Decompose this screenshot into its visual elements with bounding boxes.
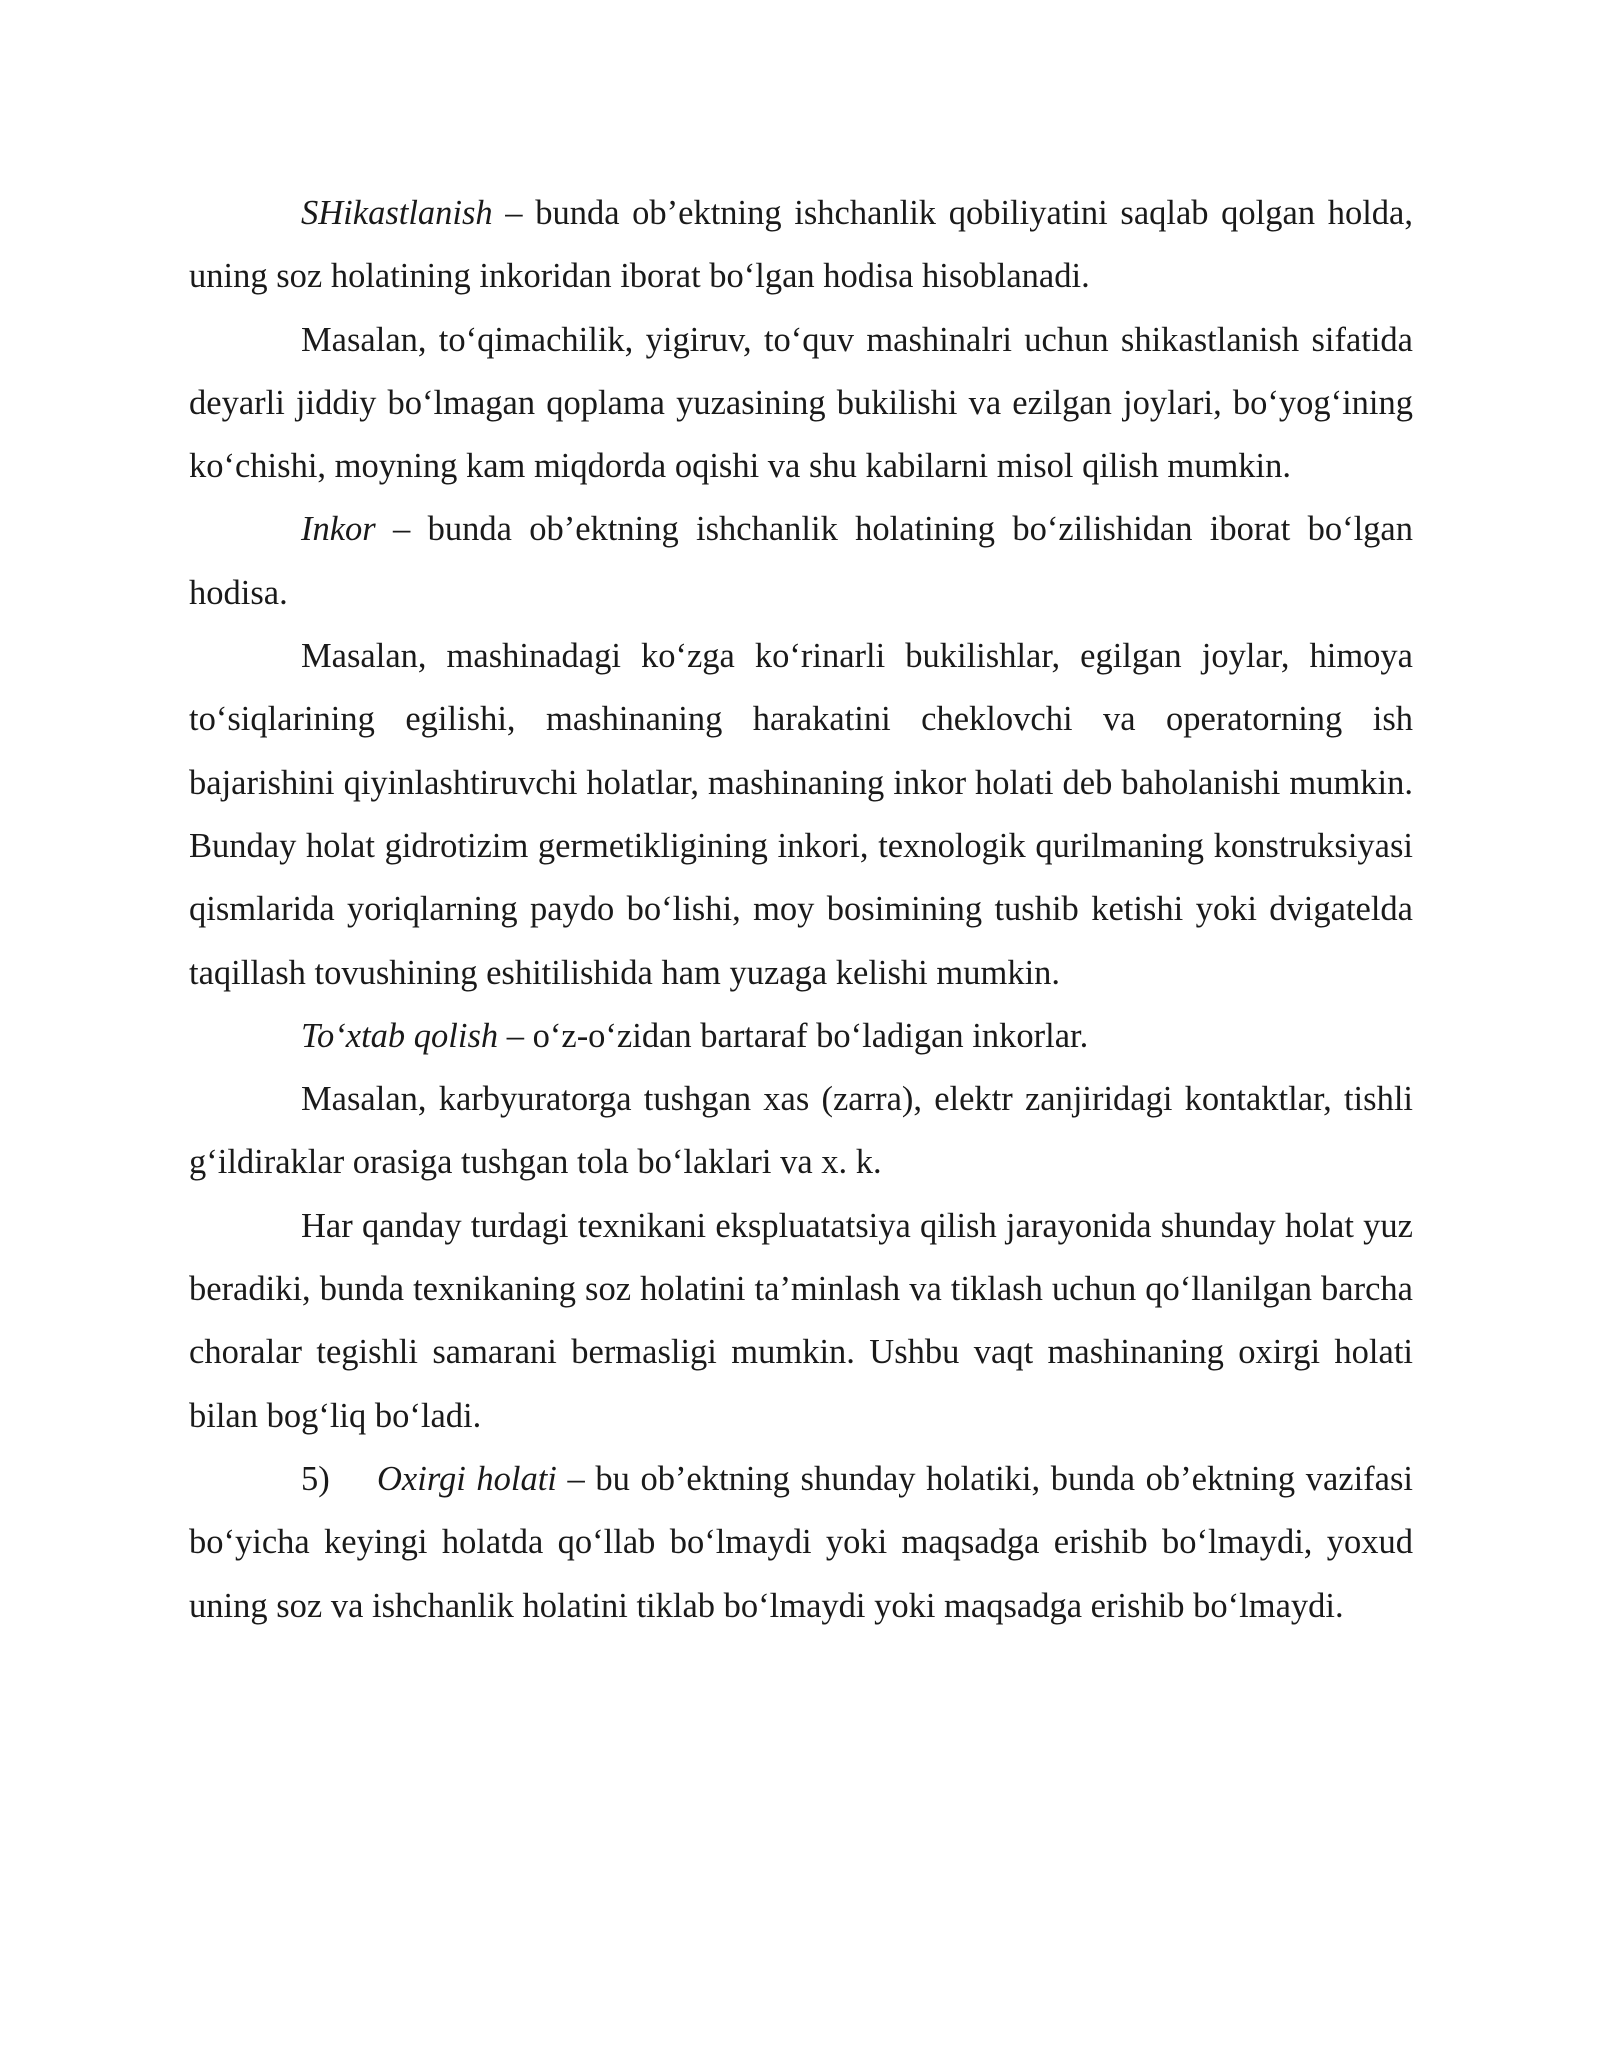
term-shikastlanish: SHikastlanish bbox=[301, 194, 493, 232]
definition-text: – o‘z-o‘zidan bartaraf bo‘ladigan inkorlar. bbox=[498, 1016, 1089, 1055]
paragraph-ekspluatatsiya bbox=[189, 1195, 1413, 1448]
list-number: 5) bbox=[301, 1459, 330, 1498]
paragraph-shikastlanish-example bbox=[189, 309, 1413, 499]
term-inkor: Inkor bbox=[301, 510, 376, 549]
body-text: Har qanday turdagi texnikani ekspluatatsiya qilish jarayonida shunday holat yuz beradiki, bunda texnikaning soz holatini ta’minlash va tiklash uchun qo‘llanilgan barcha choralar tegishli samarani bermasligi mumkin. Ushbu vaqt mashinaning oxirgi holati bilan bog‘liq bo‘ladi. bbox=[189, 1206, 1413, 1435]
paragraph-shikastlanish-definition bbox=[189, 182, 1413, 309]
term-toxtab-qolish: To‘xtab qolish bbox=[301, 1016, 499, 1055]
definition-text: – bunda ob’ektning ishchanlik qobiliyatini saqlab qolgan holda, uning soz holatining inkoridan iborat bo‘lgan hodisa hisoblanadi. bbox=[189, 194, 1413, 296]
example-text: Masalan, karbyuratorga tushgan xas (zarra), elektr zanjiridagi kontaktlar, tishli g‘ildiraklar orasiga tushgan tola bo‘laklari va x. k. bbox=[189, 1080, 1413, 1182]
example-text: Masalan, mashinadagi ko‘zga ko‘rinarli bukilishlar, egilgan joylar, himoya to‘siqlarining egilishi, mashinaning harakatini cheklovchi va operatorning ish bajarishini qiyinlashtiruvchi holatlar, mashinaning inkor holati deb baholanishi mumkin. Bunday holat gidrotizim germetikligining inkori, texnologik qurilmaning konstruksiyasi qismlarida yoriqlarning paydo bo‘lishi, moy bosimining tushib ketishi yoki dvigatelda taqillash tovushining eshitilishida ham yuzaga kelishi mumkin. bbox=[189, 637, 1413, 992]
example-text: Masalan, to‘qimachilik, yigiruv, to‘quv mashinalri uchun shikastlanish sifatida deyarli jiddiy bo‘lmagan qoplama yuzasining bukilishi va ezilgan joylari, bo‘yog‘ining ko‘chishi, moyning kam miqdorda oqishi va shu kabilarni misol qilish mumkin. bbox=[189, 320, 1413, 486]
term-oxirgi-holati: Oxirgi holati bbox=[377, 1459, 557, 1498]
definition-text: – bunda ob’ektning ishchanlik holatining bo‘zilishidan iborat bo‘lgan hodisa. bbox=[189, 510, 1413, 612]
paragraph-toxtab-qolish-example bbox=[189, 1068, 1413, 1195]
document-body bbox=[189, 182, 1413, 1638]
paragraph-toxtab-qolish-definition bbox=[189, 1005, 1413, 1068]
paragraph-inkor-example bbox=[189, 625, 1413, 1005]
definition-text: – bu ob’ektning shunday holatiki, bunda ob’ektning vazifasi bo‘yicha keyingi holatda qo‘llab bo‘lmaydi yoki maqsadga erishib bo‘lmaydi, yoxud uning soz va ishchanlik holatini tiklab bo‘lmaydi yoki maqsadga erishib bo‘lmaydi. bbox=[189, 1459, 1413, 1625]
paragraph-oxirgi-holati-definition bbox=[189, 1448, 1413, 1638]
paragraph-inkor-definition bbox=[189, 498, 1413, 625]
